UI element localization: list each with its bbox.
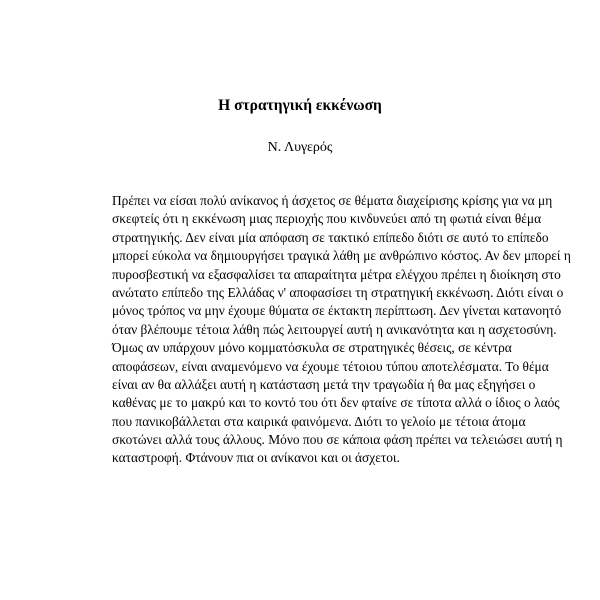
body-line: καθένας με το μακρύ και το κοντό του ότι δεν φταίνε σε τίποτα αλλά ο ίδιος ο λαός [112, 395, 560, 411]
body-line: μόνος τρόπος να μην έχουμε θύματα σε έκτακτη περίπτωση. Δεν γίνεται κατανοητό [112, 303, 562, 319]
body-line: καταστροφή. Φτάνουν πια οι ανίκανοι και οι άσχετοι. [112, 450, 400, 466]
body-line: σκεφτείς ότι η εκκένωση μιας περιοχής που κινδυνεύει από τη φωτιά είναι θέμα [112, 211, 542, 227]
body-line: αποφάσεων, είναι αναμενόμενο να έχουμε τέτοιου τύπου αποτελέσματα. Το θέμα [112, 358, 549, 374]
document-author: Ν. Λυγερός [267, 140, 333, 155]
body-line: είναι αν θα αλλάξει αυτή η κατάσταση μετά την τραγωδία ή θα μας εξηγήσει ο [112, 376, 536, 392]
document-title: Η στρατηγική εκκένωση [218, 97, 382, 114]
body-line: ανώτατο επίπεδο της Ελλάδας ν' αποφασίσει τη στρατηγική εκκένωση. Διότι είναι ο [112, 284, 564, 300]
body-line: όταν βλέπουμε τέτοια λάθη πώς λειτουργεί αυτή η ανικανότητα και η ασχετοσύνη. [112, 321, 557, 337]
document-body [112, 192, 571, 468]
body-line: που πανικοβάλλεται στα καιρικά φαινόμενα. Διότι το γελοίο με τέτοια άτομα [112, 413, 526, 429]
body-line: μπορεί εύκολα να δημιουργήσει τραγικά λάθη με ανθρώπινο κόστος. Αν δεν μπορεί η [112, 248, 571, 264]
body-line: στρατηγικής. Δεν είναι μία απόφαση σε τακτικό επίπεδο διότι σε αυτό το επίπεδο [112, 229, 549, 245]
body-line: πυροσβεστική να εξασφαλίσει τα απαραίτητα μέτρα ελέγχου πρέπει η διοίκηση στο [112, 266, 561, 282]
body-line: Όμως αν υπάρχουν μόνο κομματόσκυλα σε στρατηγικές θέσεις, σε κέντρα [112, 340, 512, 356]
body-line: Πρέπει να είσαι πολύ ανίκανος ή άσχετος σε θέματα διαχείρισης κρίσης για να μη [112, 193, 553, 208]
body-line: σκοτώνει αλλά τους άλλους. Μόνο που σε κάποια φάση πρέπει να τελειώσει αυτή η [112, 432, 563, 448]
